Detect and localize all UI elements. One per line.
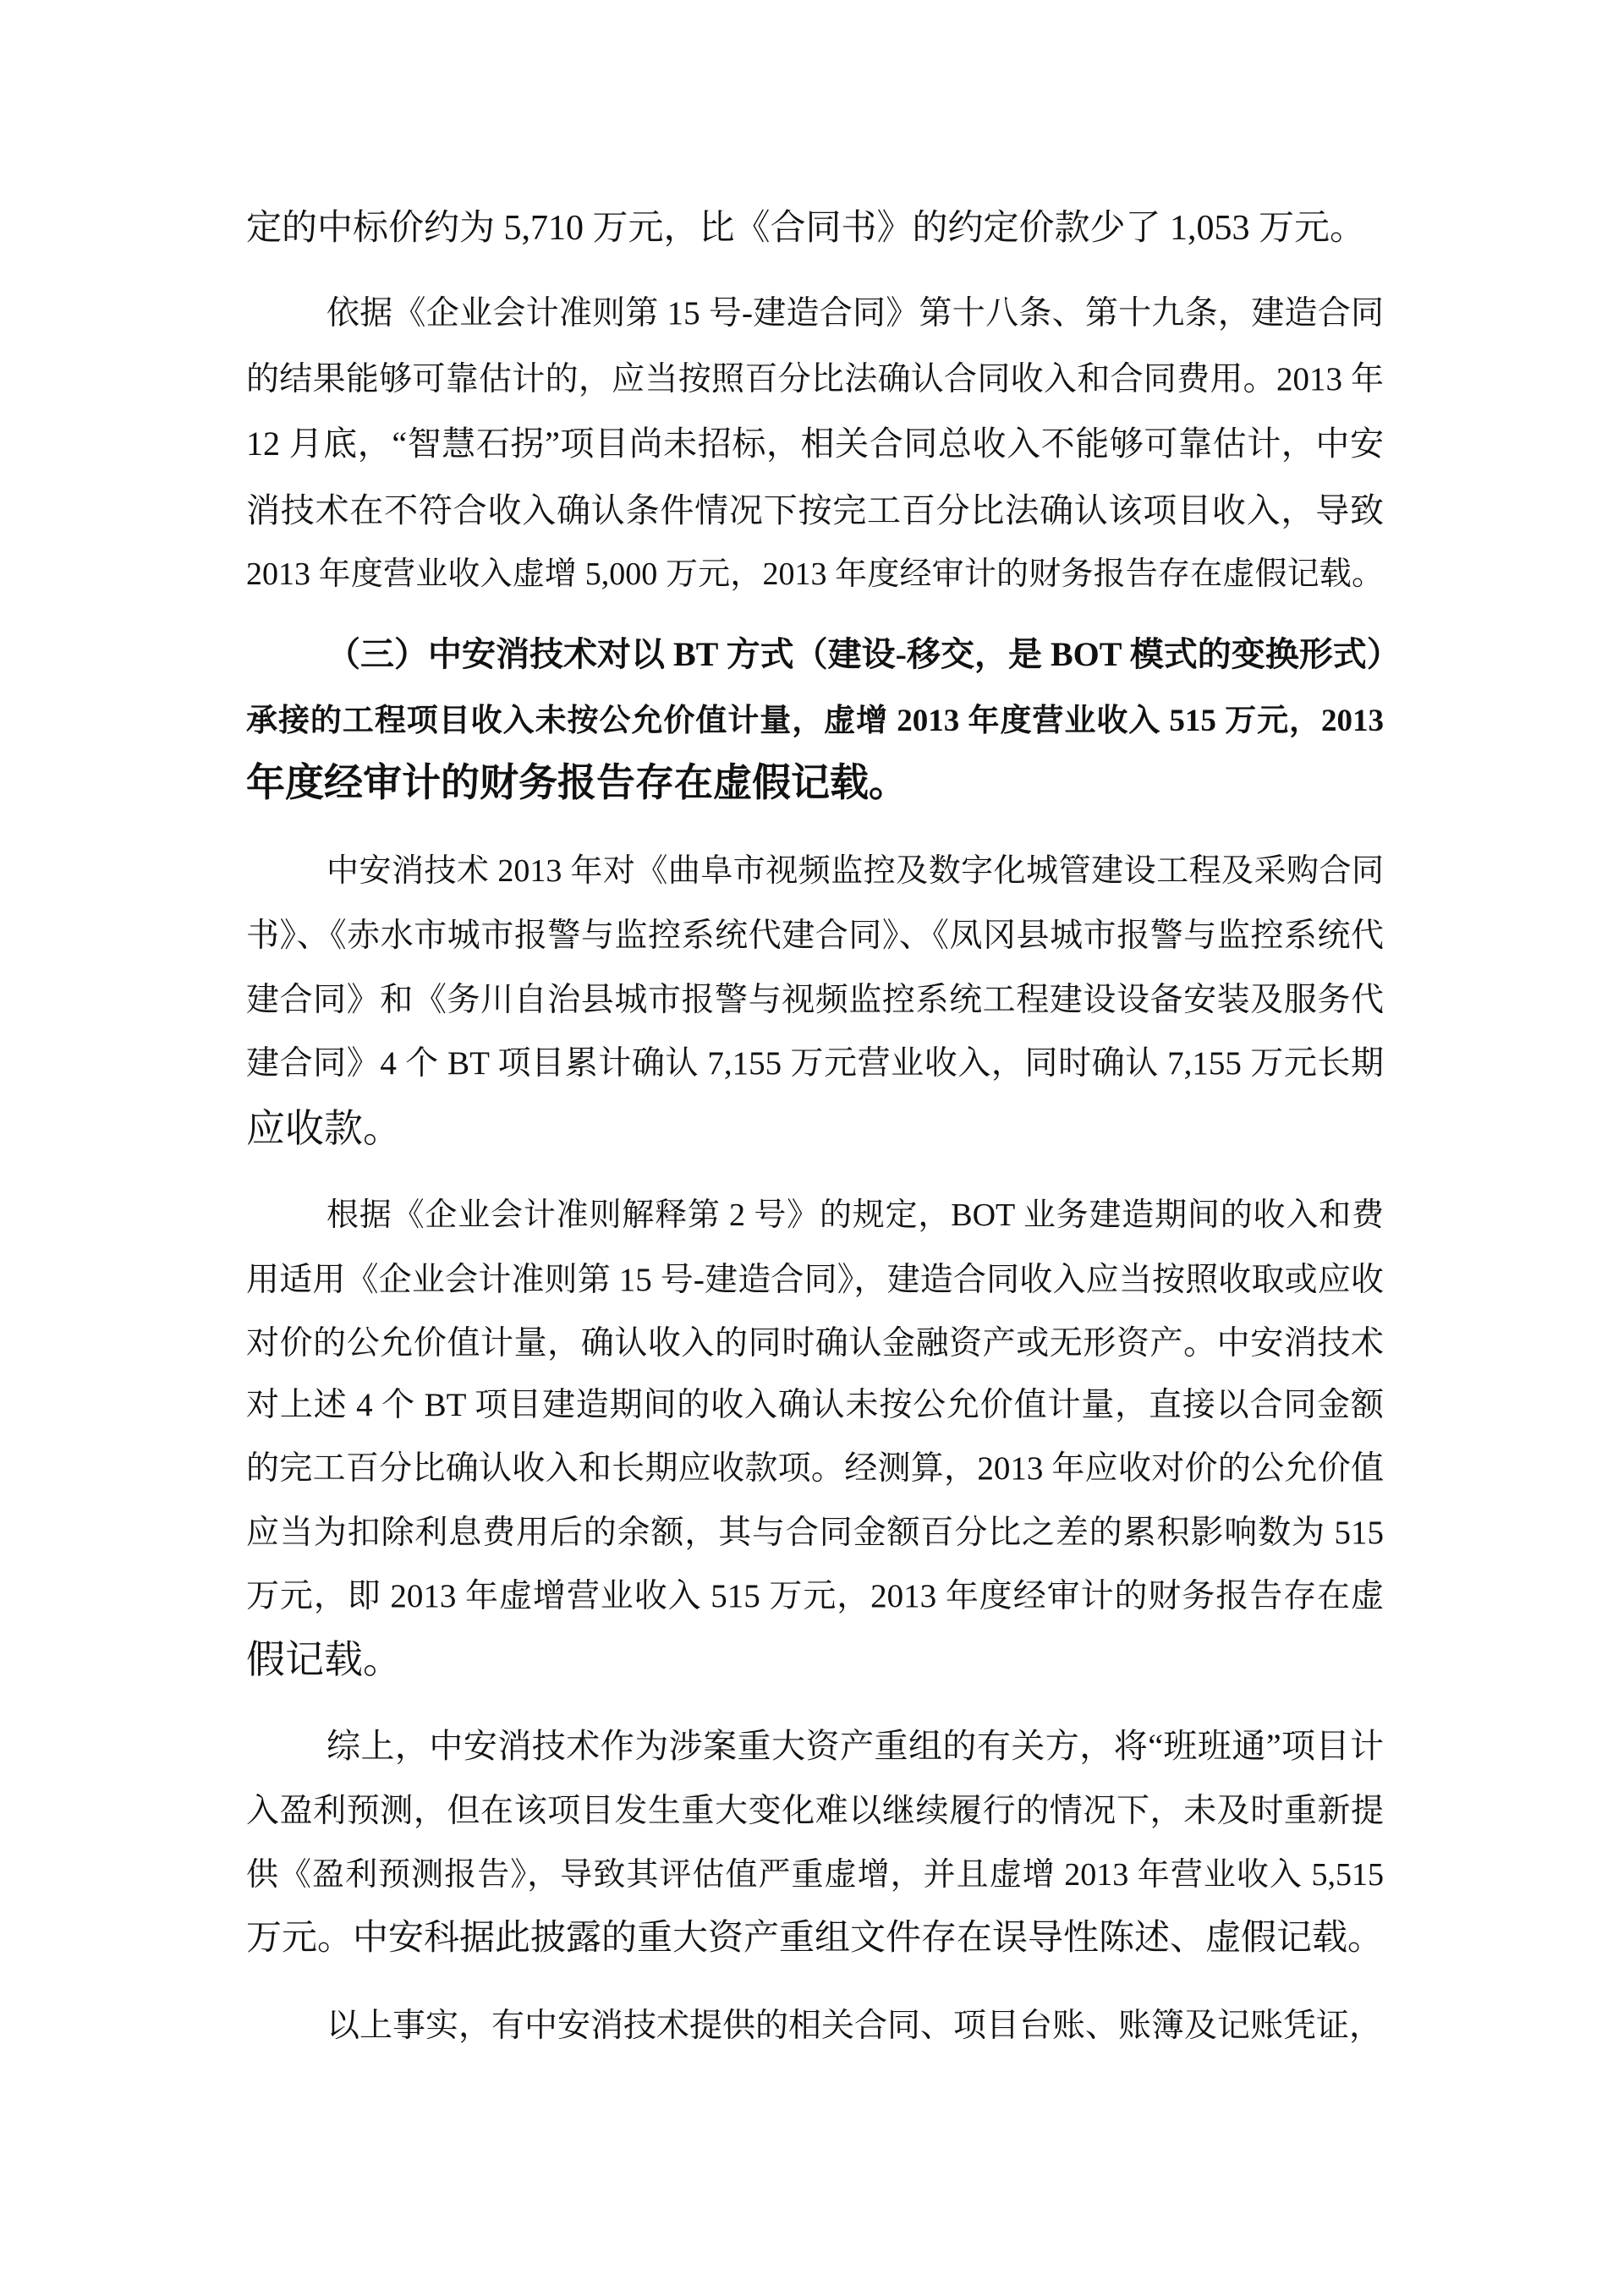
text-line: 的完工百分比确认收入和长期应收款项。经测算，2013 年应收对价的公允价值 (246, 1450, 1384, 1487)
text-line: 依据《企业会计准则第 15 号-建造合同》第十八条、第十九条，建造合同 (326, 295, 1384, 332)
text-line: 定的中标价约为 5,710 万元，比《合同书》的约定价款少了 1,053 万元。 (246, 209, 1366, 248)
text-line: 2013 年度营业收入虚增 5,000 万元，2013 年度经审计的财务报告存在虚假记载。 (246, 556, 1384, 592)
text-line: 对上述 4 个 BT 项目建造期间的收入确认未按公允价值计量，直接以合同金额 (246, 1387, 1384, 1423)
text-line: 中安消技术 2013 年对《曲阜市视频监控及数字化城管建设工程及采购合同 (326, 853, 1384, 889)
text-line: 建合同》4 个 BT 项目累计确认 7,155 万元营业收入，同时确认 7,155 万元长期 (246, 1045, 1384, 1082)
text-line: （三）中安消技术对以 BT 方式（建设-移交，是 BOT 模式的变换形式） (326, 635, 1401, 673)
text-line: 万元。中安科据此披露的重大资产重组文件存在误导性陈述、虚假记载。 (246, 1919, 1384, 1958)
text-line: 假记载。 (246, 1638, 402, 1681)
text-line: 以上事实，有中安消技术提供的相关合同、项目台账、账簿及记账凭证， (326, 2008, 1383, 2044)
text-line: 供《盈利预测报告》，导致其评估值严重虚增，并且虚增 2013 年营业收入 5,515 (246, 1857, 1384, 1893)
text-line: 综上，中安消技术作为涉案重大资产重组的有关方，将“班班通”项目计 (326, 1727, 1384, 1765)
text-line: 根据《企业会计准则解释第 2 号》的规定，BOT 业务建造期间的收入和费 (326, 1197, 1384, 1233)
text-line: 书》、《赤水市城市报警与监控系统代建合同》、《凤冈县城市报警与监控系统代 (246, 918, 1384, 954)
text-line: 年度经审计的财务报告存在虚假记载。 (246, 761, 908, 804)
text-line: 应当为扣除利息费用后的余额，其与合同金额百分比之差的累积影响数为 515 (246, 1515, 1384, 1551)
text-line: 承接的工程项目收入未按公允价值计量，虚增 2013 年度营业收入 515 万元，2013 (246, 704, 1384, 738)
text-line: 的结果能够可靠估计的，应当按照百分比法确认合同收入和合同费用。2013 年 (246, 361, 1384, 397)
text-line: 入盈利预测，但在该项目发生重大变化难以继续履行的情况下，未及时重新提 (246, 1793, 1384, 1829)
text-line: 建合同》和《务川自治县城市报警与视频监控系统工程建设设备安装及服务代 (246, 982, 1384, 1018)
text-line: 用适用《企业会计准则第 15 号-建造合同》，建造合同收入应当按照收取或应收 (246, 1262, 1384, 1298)
text-line: 消技术在不符合收入确认条件情况下按完工百分比法确认该项目收入，导致 (246, 491, 1384, 529)
text-line: 12 月底，“智慧石拐”项目尚未招标，相关合同总收入不能够可靠估计，中安 (246, 425, 1384, 463)
text-line: 万元，即 2013 年虚增营业收入 515 万元，2013 年度经审计的财务报告存在虚 (246, 1578, 1384, 1614)
text-line: 应收款。 (246, 1107, 402, 1150)
text-line: 对价的公允价值计量，确认收入的同时确认金融资产或无形资产。中安消技术 (246, 1325, 1384, 1362)
